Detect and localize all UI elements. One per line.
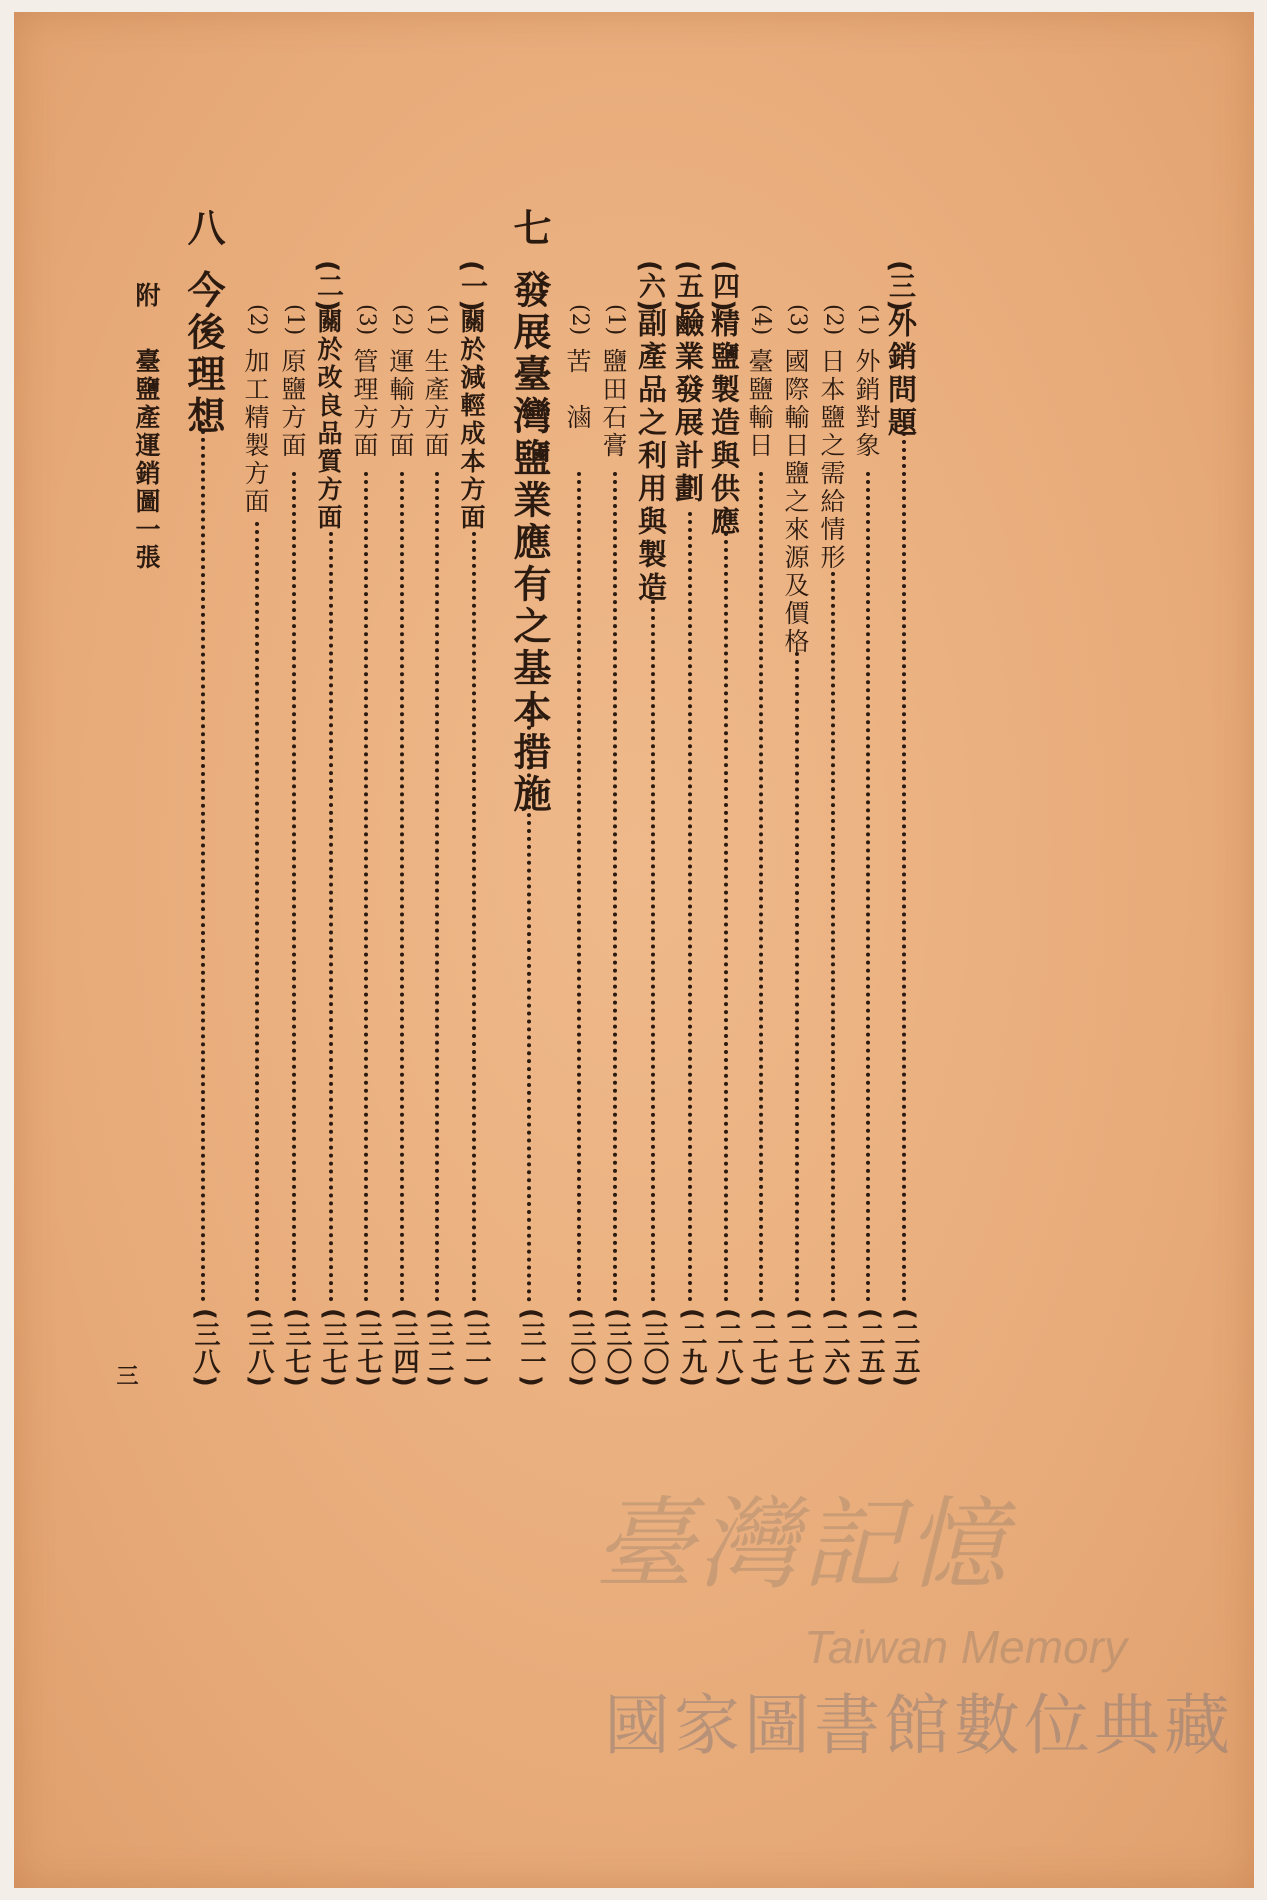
leader-dots bbox=[527, 702, 531, 1302]
subentry-number: (1) bbox=[856, 304, 881, 336]
toc-subentry-title: 苦 滷 bbox=[563, 348, 592, 432]
leader-dots bbox=[688, 512, 692, 1302]
page-number: (三〇) bbox=[639, 1308, 669, 1388]
watermark-english: Taiwan Memory bbox=[804, 1621, 1127, 1673]
page-number: (二九) bbox=[677, 1308, 707, 1388]
toc-subentry-title: 原鹽方面 bbox=[278, 348, 307, 460]
toc-entry-title: 關於改良品質方面 bbox=[314, 308, 343, 532]
toc-entry-title: 外銷問題 bbox=[884, 308, 918, 440]
subentry-number: (2) bbox=[821, 304, 846, 336]
page-number: (二六) bbox=[820, 1308, 850, 1388]
page-number: (三二) bbox=[424, 1308, 454, 1388]
page-number: (三〇) bbox=[602, 1308, 632, 1388]
page-number: (二七) bbox=[784, 1308, 814, 1388]
leader-dots bbox=[866, 472, 870, 1302]
toc-subentry-title: 國際輸日鹽之來源及價格 bbox=[781, 348, 810, 656]
page-number: (三〇) bbox=[566, 1308, 596, 1388]
toc-subentry-title: 生產方面 bbox=[421, 348, 450, 460]
chapter-number: 八 bbox=[181, 208, 225, 250]
subentry-number: (1) bbox=[282, 304, 307, 336]
leader-dots bbox=[292, 472, 296, 1302]
toc-subentry-title: 臺鹽輸日 bbox=[745, 348, 774, 460]
leader-dots bbox=[795, 652, 799, 1302]
page-number: (二五) bbox=[855, 1308, 885, 1388]
page-number: (三一) bbox=[516, 1308, 546, 1388]
page-number: (二五) bbox=[890, 1308, 920, 1388]
subentry-number: (1) bbox=[425, 304, 450, 336]
toc-subentry-title: 日本鹽之需給情形 bbox=[817, 348, 846, 572]
toc-entry-title: 副產品之利用與製造 bbox=[634, 308, 668, 605]
toc-subentry-title: 加工精製方面 bbox=[241, 348, 270, 516]
page-number: (三八) bbox=[190, 1308, 220, 1388]
watermark-chinese: 臺灣記憶 bbox=[594, 1486, 1010, 1603]
leader-dots bbox=[400, 472, 404, 1302]
toc-entry-title: 關於減輕成本方面 bbox=[457, 308, 486, 532]
section-marker: (二) bbox=[312, 260, 343, 312]
toc-subentry-title: 外銷對象 bbox=[852, 348, 881, 460]
section-marker: (六) bbox=[634, 260, 665, 312]
section-marker: (四) bbox=[708, 260, 739, 312]
subentry-number: (3) bbox=[354, 304, 379, 336]
section-marker: (三) bbox=[884, 260, 915, 312]
leader-dots bbox=[472, 532, 476, 1302]
page-number: (三七) bbox=[318, 1308, 348, 1388]
leader-dots bbox=[255, 522, 259, 1302]
leader-dots bbox=[201, 422, 205, 1302]
chapter-title: 今後理想 bbox=[181, 270, 225, 438]
page-number: (三四) bbox=[389, 1308, 419, 1388]
leader-dots bbox=[364, 472, 368, 1302]
subentry-number: (2) bbox=[567, 304, 592, 336]
page-number: (二八) bbox=[713, 1308, 743, 1388]
watermark-library: 國家圖書館數位典藏 bbox=[604, 1687, 1234, 1764]
leader-dots bbox=[613, 472, 617, 1302]
leader-dots bbox=[329, 532, 333, 1302]
page-number: (三一) bbox=[461, 1308, 491, 1388]
toc-entry-title: 鹼業發展計劃 bbox=[671, 308, 705, 506]
chapter-number: 七 bbox=[507, 208, 551, 250]
appendix-title: 臺鹽產運銷圖一張 bbox=[132, 348, 161, 572]
leader-dots bbox=[759, 472, 763, 1302]
page-folio: 三 bbox=[113, 1364, 138, 1386]
section-marker: (五) bbox=[672, 260, 703, 312]
leader-dots bbox=[831, 572, 835, 1302]
chapter-title: 發展臺灣鹽業應有之基本措施 bbox=[507, 270, 551, 816]
toc-subentry-title: 管理方面 bbox=[350, 348, 379, 460]
page-number: (三七) bbox=[281, 1308, 311, 1388]
subentry-number: (1) bbox=[603, 304, 628, 336]
leader-dots bbox=[902, 432, 906, 1302]
toc-entry-title: 精鹽製造與供應 bbox=[707, 308, 741, 539]
subentry-number: (4) bbox=[749, 304, 774, 336]
section-marker: (一) bbox=[456, 260, 487, 312]
toc-page bbox=[14, 12, 1254, 1888]
subentry-number: (2) bbox=[390, 304, 415, 336]
leader-dots bbox=[724, 532, 728, 1302]
subentry-number: (3) bbox=[785, 304, 810, 336]
leader-dots bbox=[651, 592, 655, 1302]
page-number: (三七) bbox=[353, 1308, 383, 1388]
leader-dots bbox=[435, 472, 439, 1302]
appendix-marker: 附 bbox=[132, 282, 161, 310]
leader-dots bbox=[577, 472, 581, 1302]
page-number: (二七) bbox=[748, 1308, 778, 1388]
page-number: (三八) bbox=[244, 1308, 274, 1388]
toc-subentry-title: 運輸方面 bbox=[386, 348, 415, 460]
subentry-number: (2) bbox=[245, 304, 270, 336]
toc-subentry-title: 鹽田石膏 bbox=[599, 348, 628, 460]
